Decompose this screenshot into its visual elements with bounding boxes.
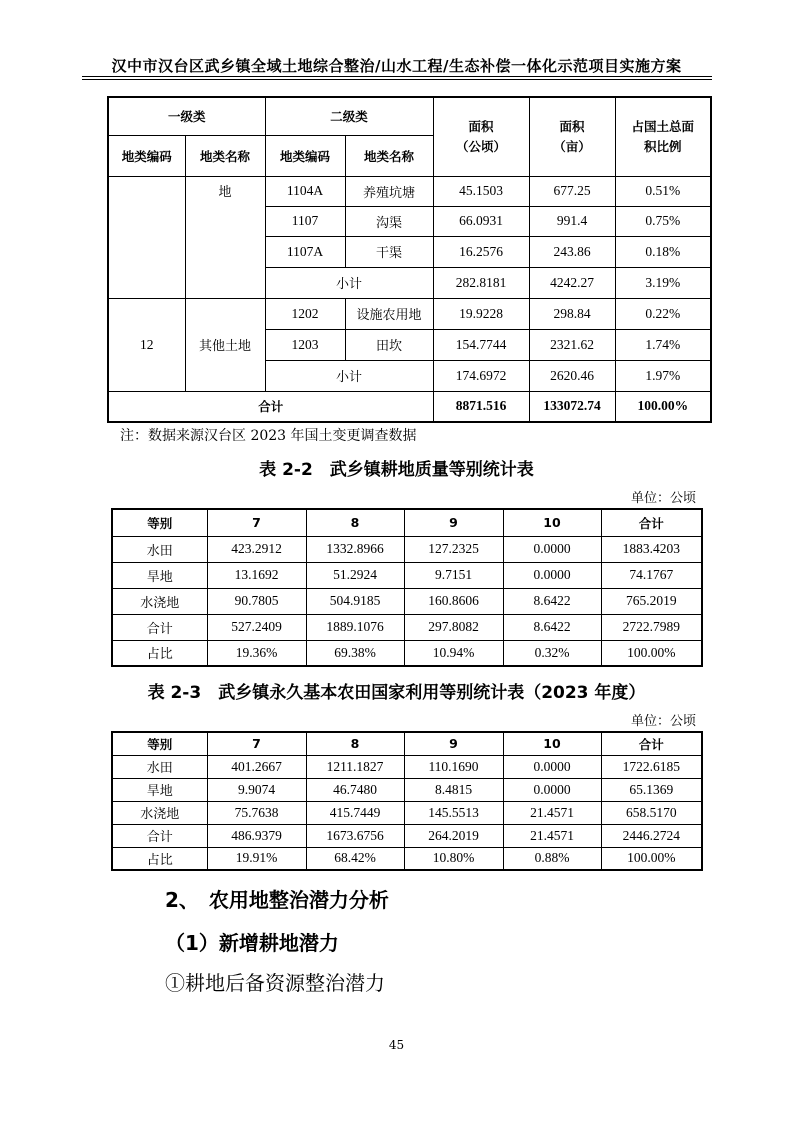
cell: 145.5513	[404, 801, 503, 824]
land-classification-table	[107, 96, 712, 423]
cell: 504.9185	[306, 588, 404, 614]
cell: 658.5170	[601, 801, 702, 824]
cell: 264.2019	[404, 824, 503, 847]
cell: 68.42%	[306, 847, 404, 870]
cell: 1889.1076	[306, 614, 404, 640]
cell: 160.8606	[404, 588, 503, 614]
header-grade-8: 8	[306, 732, 404, 755]
cell: 1722.6185	[601, 755, 702, 778]
header-grade: 等别	[112, 509, 207, 536]
row-area-ha: 45.1503	[433, 176, 529, 206]
row-code: 1203	[265, 329, 345, 360]
subtotal-ratio: 1.97%	[615, 360, 711, 391]
row-label: 占比	[112, 640, 207, 666]
header-grade-10: 10	[503, 509, 601, 536]
row-ratio: 0.75%	[615, 206, 711, 236]
header-level2: 二级类	[265, 97, 433, 135]
table3-caption: 表 2-3 武乡镇永久基本农田国家利用等别统计表（2023 年度）	[147, 683, 646, 703]
header-area-ha: 面积 （公顷）	[433, 97, 529, 176]
row-label: 旱地	[112, 778, 207, 801]
row-label: 合计	[112, 824, 207, 847]
cell: 100.00%	[601, 847, 702, 870]
row-label: 水浇地	[112, 588, 207, 614]
group1-name: 地	[185, 176, 265, 298]
table-row	[112, 640, 702, 666]
cell: 21.4571	[503, 801, 601, 824]
table-row	[112, 847, 702, 870]
row-label: 旱地	[112, 562, 207, 588]
sub-subsection-heading: ①耕地后备资源整治潜力	[165, 971, 385, 995]
row-area-ha: 16.2576	[433, 236, 529, 267]
header-name1: 地类名称	[185, 135, 265, 176]
table-row	[112, 614, 702, 640]
row-code: 1107A	[265, 236, 345, 267]
cell: 100.00%	[601, 640, 702, 666]
table-row	[112, 588, 702, 614]
subtotal-area-mu: 4242.27	[529, 267, 615, 298]
cell: 0.0000	[503, 778, 601, 801]
cell: 0.32%	[503, 640, 601, 666]
table2-caption: 表 2-2 武乡镇耕地质量等别统计表	[259, 460, 534, 480]
row-area-mu: 298.84	[529, 298, 615, 329]
row-name: 干渠	[345, 236, 433, 267]
row-name: 沟渠	[345, 206, 433, 236]
cell: 1332.8966	[306, 536, 404, 562]
row-label: 水田	[112, 755, 207, 778]
cell: 110.1690	[404, 755, 503, 778]
cell: 19.91%	[207, 847, 306, 870]
subtotal-label: 小计	[265, 360, 433, 391]
cell: 8.4815	[404, 778, 503, 801]
row-area-mu: 677.25	[529, 176, 615, 206]
row-ratio: 0.51%	[615, 176, 711, 206]
cell: 486.9379	[207, 824, 306, 847]
cell: 69.38%	[306, 640, 404, 666]
group2-name: 其他土地	[185, 298, 265, 391]
table2-unit: 单位：公顷	[630, 491, 696, 506]
subtotal-ratio: 3.19%	[615, 267, 711, 298]
header-code1: 地类编码	[108, 135, 185, 176]
cell: 46.7480	[306, 778, 404, 801]
table-row	[112, 778, 702, 801]
farmland-quality-table	[111, 508, 703, 667]
header-grade-8: 8	[306, 509, 404, 536]
cell: 0.0000	[503, 536, 601, 562]
header-grade-9: 9	[404, 732, 503, 755]
cell: 13.1692	[207, 562, 306, 588]
cell: 527.2409	[207, 614, 306, 640]
basic-farmland-grade-table	[111, 731, 703, 871]
total-ratio: 100.00%	[615, 391, 711, 422]
table-row	[112, 824, 702, 847]
header-rule-2	[82, 79, 712, 80]
total-area-ha: 8871.516	[433, 391, 529, 422]
row-code: 1104A	[265, 176, 345, 206]
row-name: 设施农用地	[345, 298, 433, 329]
subtotal-area-mu: 2620.46	[529, 360, 615, 391]
cell: 74.1767	[601, 562, 702, 588]
cell: 9.7151	[404, 562, 503, 588]
header-grade-7: 7	[207, 509, 306, 536]
row-label: 水田	[112, 536, 207, 562]
row-area-mu: 2321.62	[529, 329, 615, 360]
cell: 0.0000	[503, 755, 601, 778]
cell: 2446.2724	[601, 824, 702, 847]
cell: 1883.4203	[601, 536, 702, 562]
table-row	[112, 755, 702, 778]
row-ratio: 0.18%	[615, 236, 711, 267]
cell: 1211.1827	[306, 755, 404, 778]
cell: 21.4571	[503, 824, 601, 847]
row-ratio: 1.74%	[615, 329, 711, 360]
header-level1: 一级类	[108, 97, 265, 135]
header-name2: 地类名称	[345, 135, 433, 176]
header-grade-9: 9	[404, 509, 503, 536]
total-label: 合计	[108, 391, 433, 422]
table3-unit: 单位：公顷	[630, 714, 696, 729]
header-grade-7: 7	[207, 732, 306, 755]
subsection-heading: （1）新增耕地潜力	[165, 931, 339, 955]
row-ratio: 0.22%	[615, 298, 711, 329]
group1-code	[108, 176, 185, 298]
cell: 127.2325	[404, 536, 503, 562]
header-grade: 等别	[112, 732, 207, 755]
row-code: 1107	[265, 206, 345, 236]
row-name: 田坎	[345, 329, 433, 360]
row-area-ha: 66.0931	[433, 206, 529, 236]
total-area-mu: 133072.74	[529, 391, 615, 422]
cell: 297.8082	[404, 614, 503, 640]
table-row	[112, 562, 702, 588]
table-row	[112, 536, 702, 562]
subtotal-label: 小计	[265, 267, 433, 298]
cell: 0.88%	[503, 847, 601, 870]
table-note: 注：数据来源汉台区 2023 年国土变更调查数据	[120, 428, 417, 444]
cell: 10.80%	[404, 847, 503, 870]
cell: 8.6422	[503, 614, 601, 640]
subtotal-area-ha: 282.8181	[433, 267, 529, 298]
cell: 19.36%	[207, 640, 306, 666]
page-number: 45	[388, 1038, 405, 1052]
header-ratio: 占国土总面 积比例	[615, 97, 711, 176]
cell: 51.2924	[306, 562, 404, 588]
row-area-ha: 154.7744	[433, 329, 529, 360]
row-area-ha: 19.9228	[433, 298, 529, 329]
row-code: 1202	[265, 298, 345, 329]
cell: 65.1369	[601, 778, 702, 801]
cell: 90.7805	[207, 588, 306, 614]
row-area-mu: 991.4	[529, 206, 615, 236]
cell: 765.2019	[601, 588, 702, 614]
header-rule	[82, 76, 712, 77]
header-total: 合计	[601, 732, 702, 755]
cell: 401.2667	[207, 755, 306, 778]
section-heading: 2、 农用地整治潜力分析	[165, 888, 389, 912]
header-code2: 地类编码	[265, 135, 345, 176]
table-row	[112, 801, 702, 824]
cell: 10.94%	[404, 640, 503, 666]
row-label: 占比	[112, 847, 207, 870]
cell: 9.9074	[207, 778, 306, 801]
cell: 75.7638	[207, 801, 306, 824]
header-total: 合计	[601, 509, 702, 536]
cell: 1673.6756	[306, 824, 404, 847]
row-area-mu: 243.86	[529, 236, 615, 267]
cell: 2722.7989	[601, 614, 702, 640]
cell: 8.6422	[503, 588, 601, 614]
cell: 0.0000	[503, 562, 601, 588]
header-area-mu: 面积 （亩）	[529, 97, 615, 176]
group2-code: 12	[108, 298, 185, 391]
header-grade-10: 10	[503, 732, 601, 755]
row-label: 水浇地	[112, 801, 207, 824]
cell: 423.2912	[207, 536, 306, 562]
cell: 415.7449	[306, 801, 404, 824]
subtotal-area-ha: 174.6972	[433, 360, 529, 391]
row-name: 养殖坑塘	[345, 176, 433, 206]
row-label: 合计	[112, 614, 207, 640]
document-header-title: 汉中市汉台区武乡镇全域土地综合整治/山水工程/生态补偿一体化示范项目实施方案	[111, 57, 682, 75]
